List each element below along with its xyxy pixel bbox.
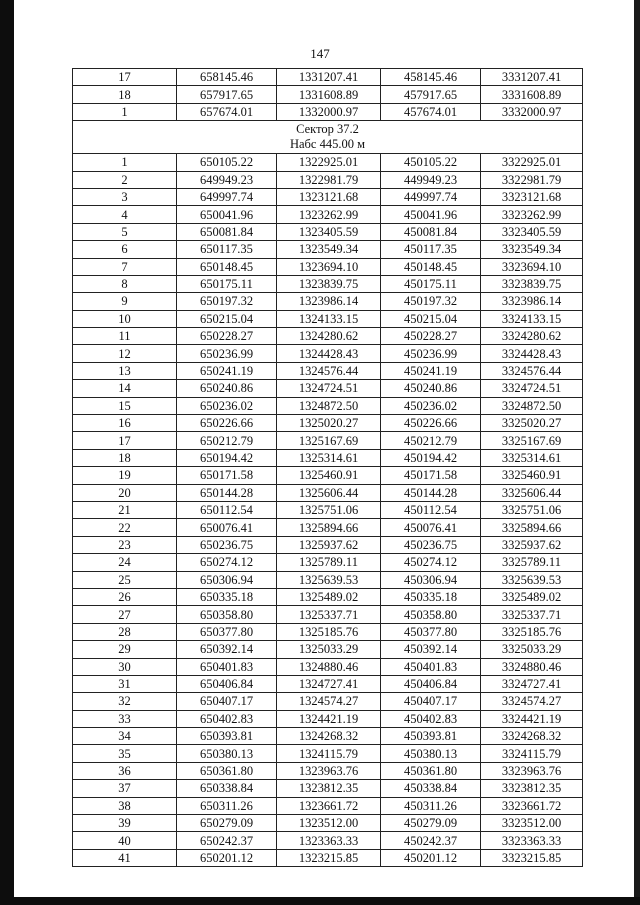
table-cell: 650406.84 [177,675,277,692]
table-cell: 650393.81 [177,728,277,745]
table-cell: 450105.22 [381,154,481,171]
table-cell: 1323549.34 [277,241,381,258]
table-cell: 450377.80 [381,623,481,640]
table-cell: 10 [73,310,177,327]
table-cell: 450274.12 [381,554,481,571]
table-cell: 3323512.00 [481,815,583,832]
table-cell: 3325789.11 [481,554,583,571]
table-cell: 650392.14 [177,641,277,658]
table-row [73,258,583,275]
table-cell: 450212.79 [381,432,481,449]
table-cell: 1324880.46 [277,658,381,675]
table-cell: 650117.35 [177,241,277,258]
table-row [73,832,583,849]
table-cell: 450380.13 [381,745,481,762]
table-cell: 650358.80 [177,606,277,623]
table-row [73,728,583,745]
table-cell: 650377.80 [177,623,277,640]
table-cell: 3324880.46 [481,658,583,675]
table-cell: 34 [73,728,177,745]
table-cell: 450117.35 [381,241,481,258]
table-row [73,467,583,484]
table-cell: 650236.02 [177,397,277,414]
table-cell: 21 [73,501,177,518]
table-row [73,745,583,762]
table-row [73,328,583,345]
table-cell: 3323812.35 [481,780,583,797]
table-cell: 1325337.71 [277,606,381,623]
table-row [73,762,583,779]
table-cell: 1325033.29 [277,641,381,658]
table-cell: 650279.09 [177,815,277,832]
table-cell: 3325751.06 [481,501,583,518]
table-cell: 450236.99 [381,345,481,362]
table-row [73,658,583,675]
table-cell: 450392.14 [381,641,481,658]
table-cell: 650407.17 [177,693,277,710]
table-cell: 3324724.51 [481,380,583,397]
table-cell: 23 [73,536,177,553]
table-cell: 3323121.68 [481,188,583,205]
table-cell: 3323549.34 [481,241,583,258]
table-row [73,554,583,571]
table-cell: 450076.41 [381,519,481,536]
table-cell: 650148.45 [177,258,277,275]
table-cell: 450041.96 [381,206,481,223]
table-row [73,223,583,240]
table-cell: 650194.42 [177,449,277,466]
table-cell: 450175.11 [381,275,481,292]
table-cell: 3323262.99 [481,206,583,223]
table-cell: 450194.42 [381,449,481,466]
table-cell: 450311.26 [381,797,481,814]
table-cell: 3324727.41 [481,675,583,692]
table-cell: 16 [73,415,177,432]
table-cell: 26 [73,588,177,605]
table-cell: 15 [73,397,177,414]
table-cell: 1323215.85 [277,849,381,866]
table-cell: 31 [73,675,177,692]
sector-cell [73,121,583,154]
table-cell: 650338.84 [177,780,277,797]
table-cell: 1324268.32 [277,728,381,745]
table-cell: 1323812.35 [277,780,381,797]
scan-edge-bottom [0,897,640,905]
table-cell: 657917.65 [177,86,277,103]
table-cell: 32 [73,693,177,710]
table-cell: 4 [73,206,177,223]
table-cell: 450401.83 [381,658,481,675]
table-cell: 3324872.50 [481,397,583,414]
table-row [73,484,583,501]
table-cell: 1324421.19 [277,710,381,727]
table-cell: 3325894.66 [481,519,583,536]
table-cell: 3 [73,188,177,205]
table-cell: 35 [73,745,177,762]
table-cell: 1323121.68 [277,188,381,205]
scan-edge-left [0,0,14,905]
table-cell: 3324574.27 [481,693,583,710]
table-row [73,519,583,536]
table-cell: 24 [73,554,177,571]
table-cell: 650105.22 [177,154,277,171]
table-cell: 36 [73,762,177,779]
table-row [73,415,583,432]
table-row [73,397,583,414]
table-row [73,675,583,692]
table-cell: 41 [73,849,177,866]
table-cell: 3331608.89 [481,86,583,103]
table-cell: 7 [73,258,177,275]
table-cell: 1325185.76 [277,623,381,640]
page-number: 147 [310,46,330,61]
table-cell: 27 [73,606,177,623]
table-cell: 650112.54 [177,501,277,518]
table-cell: 658145.46 [177,69,277,86]
table-row [73,797,583,814]
table-row [73,623,583,640]
table-cell: 650041.96 [177,206,277,223]
table-row [73,606,583,623]
table-cell: 650380.13 [177,745,277,762]
table-cell: 450361.80 [381,762,481,779]
table-cell: 1324115.79 [277,745,381,762]
table-cell: 650226.66 [177,415,277,432]
table-cell: 650402.83 [177,710,277,727]
table-cell: 28 [73,623,177,640]
table-cell: 650306.94 [177,571,277,588]
table-cell: 3322981.79 [481,171,583,188]
table-cell: 25 [73,571,177,588]
table-body-before-sector [73,69,583,121]
table-cell: 1325639.53 [277,571,381,588]
table-cell: 37 [73,780,177,797]
table-cell: 450358.80 [381,606,481,623]
sector-elevation: Набс 445.00 м [289,137,366,152]
table-cell: 450335.18 [381,588,481,605]
table-cell: 650242.37 [177,832,277,849]
table-cell: 1323694.10 [277,258,381,275]
table-cell: 3325033.29 [481,641,583,658]
table-cell: 450148.45 [381,258,481,275]
table-cell: 450215.04 [381,310,481,327]
table-cell: 450201.12 [381,849,481,866]
table-row [73,69,583,86]
table-row [73,380,583,397]
table-row [73,293,583,310]
table-cell: 450406.84 [381,675,481,692]
table-row [73,345,583,362]
table-row [73,641,583,658]
table-cell: 29 [73,641,177,658]
table-cell: 650361.80 [177,762,277,779]
table-cell: 650197.32 [177,293,277,310]
table-row [73,815,583,832]
scan-edge-right [634,0,640,905]
table-cell: 650081.84 [177,223,277,240]
table-cell: 17 [73,432,177,449]
table-cell: 650228.27 [177,328,277,345]
table-cell: 39 [73,815,177,832]
table-cell: 3325460.91 [481,467,583,484]
table-cell: 3323215.85 [481,849,583,866]
table-cell: 40 [73,832,177,849]
table-row [73,154,583,171]
table-cell: 1325606.44 [277,484,381,501]
table-row [73,780,583,797]
table-cell: 1323839.75 [277,275,381,292]
table-cell: 1325789.11 [277,554,381,571]
table-row [73,362,583,379]
table-row [73,536,583,553]
table-cell: 650236.75 [177,536,277,553]
table-cell: 3331207.41 [481,69,583,86]
table-row [73,501,583,518]
table-cell: 30 [73,658,177,675]
table-cell: 3325185.76 [481,623,583,640]
table-cell: 1325020.27 [277,415,381,432]
table-cell: 1323963.76 [277,762,381,779]
table-cell: 3325337.71 [481,606,583,623]
table-cell: 1324574.27 [277,693,381,710]
table-row [73,206,583,223]
table-cell: 12 [73,345,177,362]
table-cell: 650274.12 [177,554,277,571]
table-cell: 1325314.61 [277,449,381,466]
table-cell: 650311.26 [177,797,277,814]
table-cell: 650215.04 [177,310,277,327]
table-cell: 3323839.75 [481,275,583,292]
table-cell: 1324133.15 [277,310,381,327]
table-cell: 1325167.69 [277,432,381,449]
table-cell: 1331207.41 [277,69,381,86]
table-cell: 450197.32 [381,293,481,310]
table-row [73,188,583,205]
table-cell: 19 [73,467,177,484]
table-cell: 450338.84 [381,780,481,797]
table-cell: 1323986.14 [277,293,381,310]
coordinates-table [72,68,583,867]
table-cell: 18 [73,449,177,466]
table-cell: 450144.28 [381,484,481,501]
table-cell: 1323512.00 [277,815,381,832]
table-cell: 3324576.44 [481,362,583,379]
table-cell: 1324576.44 [277,362,381,379]
table-cell: 33 [73,710,177,727]
table-cell: 450081.84 [381,223,481,240]
table-cell: 450171.58 [381,467,481,484]
table-cell: 5 [73,223,177,240]
table-row [73,103,583,120]
table-cell: 1322981.79 [277,171,381,188]
table-row [73,241,583,258]
table-cell: 450240.86 [381,380,481,397]
table-cell: 1 [73,154,177,171]
table-cell: 1324280.62 [277,328,381,345]
table-cell: 6 [73,241,177,258]
table-cell: 8 [73,275,177,292]
table-cell: 1323405.59 [277,223,381,240]
table-cell: 450228.27 [381,328,481,345]
table-cell: 1323363.33 [277,832,381,849]
table-cell: 450393.81 [381,728,481,745]
sector-row [73,121,583,154]
table-cell: 1332000.97 [277,103,381,120]
table-row [73,171,583,188]
table-cell: 3323694.10 [481,258,583,275]
table-cell: 1325937.62 [277,536,381,553]
table-cell: 11 [73,328,177,345]
table-cell: 450279.09 [381,815,481,832]
sector-header-group [73,121,583,154]
table-cell: 450236.75 [381,536,481,553]
table-cell: 3324428.43 [481,345,583,362]
table-cell: 18 [73,86,177,103]
table-cell: 1325894.66 [277,519,381,536]
table-cell: 457674.01 [381,103,481,120]
table-cell: 3325937.62 [481,536,583,553]
table-cell: 9 [73,293,177,310]
table-cell: 22 [73,519,177,536]
table-row [73,86,583,103]
table-row [73,849,583,866]
table-cell: 3323405.59 [481,223,583,240]
table-cell: 650144.28 [177,484,277,501]
table-cell: 457917.65 [381,86,481,103]
table-row [73,310,583,327]
table-cell: 3325489.02 [481,588,583,605]
table-cell: 38 [73,797,177,814]
table-cell: 650240.86 [177,380,277,397]
table-cell: 1324872.50 [277,397,381,414]
table-cell: 3323963.76 [481,762,583,779]
table-cell: 450236.02 [381,397,481,414]
table-row [73,693,583,710]
table-cell: 450241.19 [381,362,481,379]
table-cell: 450112.54 [381,501,481,518]
table-cell: 449949.23 [381,171,481,188]
table-cell: 20 [73,484,177,501]
table-row [73,432,583,449]
table-cell: 1 [73,103,177,120]
table-row [73,449,583,466]
sector-title: Сектор 37.2 [296,122,359,137]
table-cell: 650175.11 [177,275,277,292]
table-cell: 650236.99 [177,345,277,362]
table-cell: 450306.94 [381,571,481,588]
table-cell: 649949.23 [177,171,277,188]
table-cell: 650201.12 [177,849,277,866]
table-cell: 2 [73,171,177,188]
table-cell: 450242.37 [381,832,481,849]
table-cell: 1323262.99 [277,206,381,223]
table-cell: 449997.74 [381,188,481,205]
table-cell: 650401.83 [177,658,277,675]
table-cell: 3325314.61 [481,449,583,466]
table-cell: 3325639.53 [481,571,583,588]
table-cell: 3325606.44 [481,484,583,501]
table-cell: 3325020.27 [481,415,583,432]
table-row [73,588,583,605]
table-cell: 1324428.43 [277,345,381,362]
table-cell: 3323363.33 [481,832,583,849]
table-cell: 3332000.97 [481,103,583,120]
table-cell: 3324421.19 [481,710,583,727]
table-cell: 3322925.01 [481,154,583,171]
table-cell: 650171.58 [177,467,277,484]
table-cell: 3324268.32 [481,728,583,745]
table-cell: 1325489.02 [277,588,381,605]
table-cell: 450226.66 [381,415,481,432]
table-cell: 450402.83 [381,710,481,727]
table-cell: 650335.18 [177,588,277,605]
table-cell: 3324133.15 [481,310,583,327]
table-cell: 649997.74 [177,188,277,205]
table-cell: 3325167.69 [481,432,583,449]
table-cell: 1325460.91 [277,467,381,484]
table-cell: 1323661.72 [277,797,381,814]
table-cell: 17 [73,69,177,86]
table-cell: 3324280.62 [481,328,583,345]
table-cell: 13 [73,362,177,379]
table-cell: 650241.19 [177,362,277,379]
table-cell: 458145.46 [381,69,481,86]
table-cell: 14 [73,380,177,397]
table-cell: 1322925.01 [277,154,381,171]
table-row [73,275,583,292]
table-cell: 657674.01 [177,103,277,120]
table-body-after-sector [73,154,583,867]
table-cell: 3324115.79 [481,745,583,762]
table-cell: 1331608.89 [277,86,381,103]
table-cell: 1324727.41 [277,675,381,692]
table-cell: 650212.79 [177,432,277,449]
table-cell: 1324724.51 [277,380,381,397]
table-row [73,710,583,727]
table-cell: 3323661.72 [481,797,583,814]
table-cell: 1325751.06 [277,501,381,518]
table-cell: 3323986.14 [481,293,583,310]
table-row [73,571,583,588]
table-cell: 450407.17 [381,693,481,710]
table-cell: 650076.41 [177,519,277,536]
